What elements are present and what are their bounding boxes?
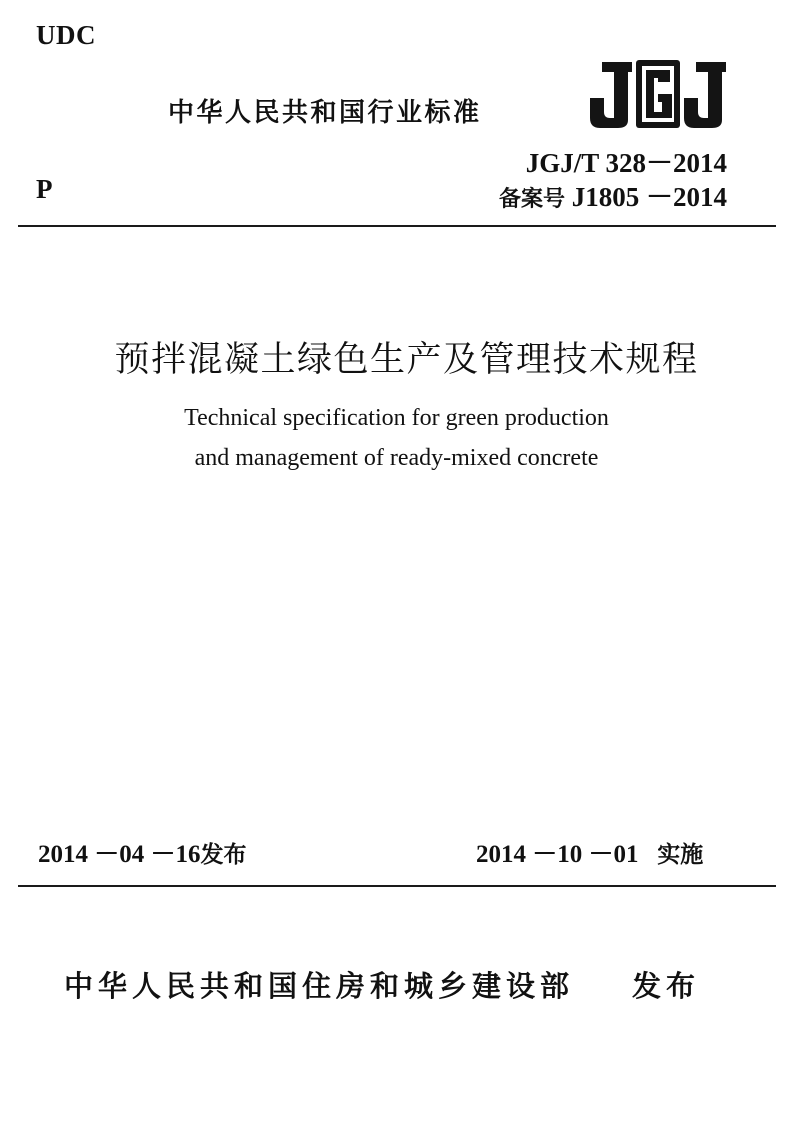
category-label: P	[36, 174, 53, 204]
issue-date: 2014 －04 －16	[38, 841, 201, 868]
record-number: J1805 －2014	[571, 182, 727, 212]
standard-code-block	[499, 146, 727, 217]
standard-type: 中华人民共和国行业标准	[168, 98, 482, 128]
issue-label: 发布	[200, 842, 247, 868]
chinese-title: 预拌混凝土绿色生产及管理技术规程	[114, 340, 699, 380]
issuer-name: 中华人民共和国住房和城乡建设部	[64, 969, 575, 1003]
issue-date-line	[38, 834, 247, 870]
english-title-line-2: and management of ready-mixed concrete	[194, 445, 599, 471]
english-title	[0, 398, 793, 478]
record-prefix: 备案号	[498, 187, 565, 212]
udc-label: UDC	[36, 20, 96, 50]
implementation-date-line	[476, 834, 703, 870]
bottom-divider	[18, 885, 776, 887]
implementation-label: 实施	[657, 842, 704, 868]
issuer-action: 发布	[632, 969, 701, 1003]
implementation-date: 2014 －10 －01	[476, 841, 639, 868]
top-divider	[18, 225, 776, 227]
standard-code: JGJ/T 328－2014	[525, 148, 727, 178]
jgj-logo-icon	[588, 58, 728, 130]
record-number-line	[499, 180, 727, 217]
english-title-line-1: Technical specification for green production	[184, 405, 609, 431]
